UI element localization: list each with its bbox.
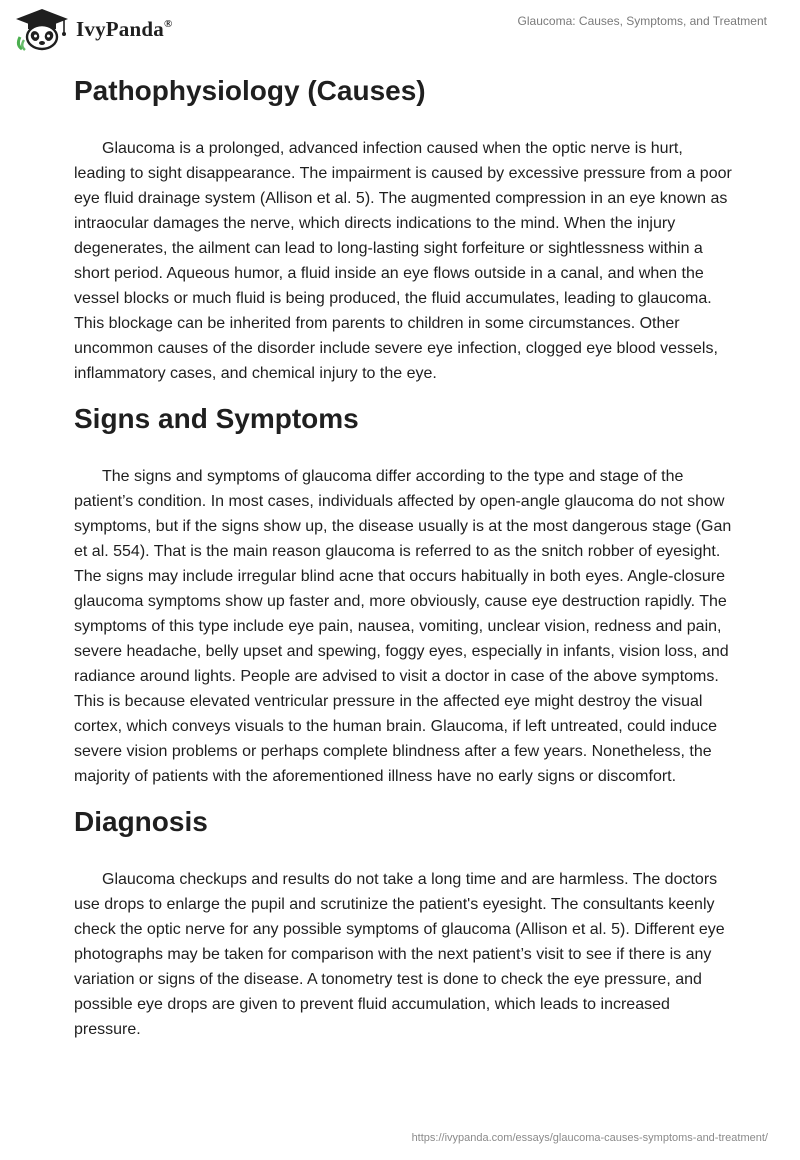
article-content (74, 72, 734, 1042)
section-heading-diagnosis: Diagnosis (74, 806, 208, 837)
logo-text: IvyPanda® (76, 16, 173, 41)
section-heading-signs-symptoms: Signs and Symptoms (74, 403, 359, 434)
page-header (0, 0, 800, 62)
panda-graduate-icon (14, 7, 70, 51)
section-paragraph-pathophysiology: Glaucoma is a prolonged, advanced infection caused when the optic nerve is hurt, leading to sight disappearance. The impairment is caused by excessive pressure from a poor eye fluid drainage system (Allison et al. 5). The augmented compression in an eye known as intraocular damages the nerve, which directs indications to the mind. When the injury degenerates, the ailment can lead to long-lasting sight forfeiture or sightlessness within a short period. Aqueous humor, a fluid inside an eye flows outside in a canal, and when the vessel blocks or much fluid is being produced, the fluid accumulates, leading to glaucoma. This blockage can be inherited from parents to children in some circumstances. Other uncommon causes of the disorder include severe eye infection, clogged eye blood vessels, inflammatory cases, and chemical injury to the eye. (74, 140, 732, 382)
section-paragraph-diagnosis: Glaucoma checkups and results do not take a long time and are harmless. The doctors use drops to enlarge the pupil and scrutinize the patient's eyesight. The consultants keenly check the optic nerve for any possible symptoms of glaucoma (Allison et al. 5). Different eye photographs may be taken for comparison with the next patient’s visit to see if there is any variation or signs of the disease. A tonometry test is done to check the eye pressure, and possible eye drops are given to prevent fluid accumulation, which leads to increased pressure. (74, 871, 725, 1038)
source-url[interactable]: https://ivypanda.com/essays/glaucoma-causes-symptoms-and-treatment/ (411, 1132, 768, 1144)
section-paragraph-signs-symptoms: The signs and symptoms of glaucoma differ according to the type and stage of the patient’s condition. In most cases, individuals affected by open-angle glaucoma do not show symptoms, but if the signs show up, the disease usually is at the most dangerous stage (Gan et al. 554). That is the main reason glaucoma is referred to as the snitch robber of eyesight. The signs may include irregular blind acne that occurs habitually in both eyes. Angle-closure glaucoma symptoms show up faster and, more obviously, cause eye destruction rapidly. The symptoms of this type include eye pain, nausea, vomiting, unclear vision, redness and pain, severe headache, belly upset and spewing, foggy eyes, especially in infants, vision loss, and radiance around lights. People are advised to visit a doctor in case of the above symptoms. This is because elevated ventricular pressure in the affected eye might destroy the visual cortex, which conveys visuals to the human brain. Glaucoma, if left untreated, could induce severe vision problems or perhaps complete blindness after a few years. Nonetheless, the majority of patients with the aforementioned illness have no early signs or discomfort. (74, 468, 732, 785)
ivypanda-logo[interactable] (14, 7, 172, 51)
running-title: Glaucoma: Causes, Symptoms, and Treatment (517, 14, 767, 28)
section-heading-pathophysiology: Pathophysiology (Causes) (74, 75, 426, 106)
